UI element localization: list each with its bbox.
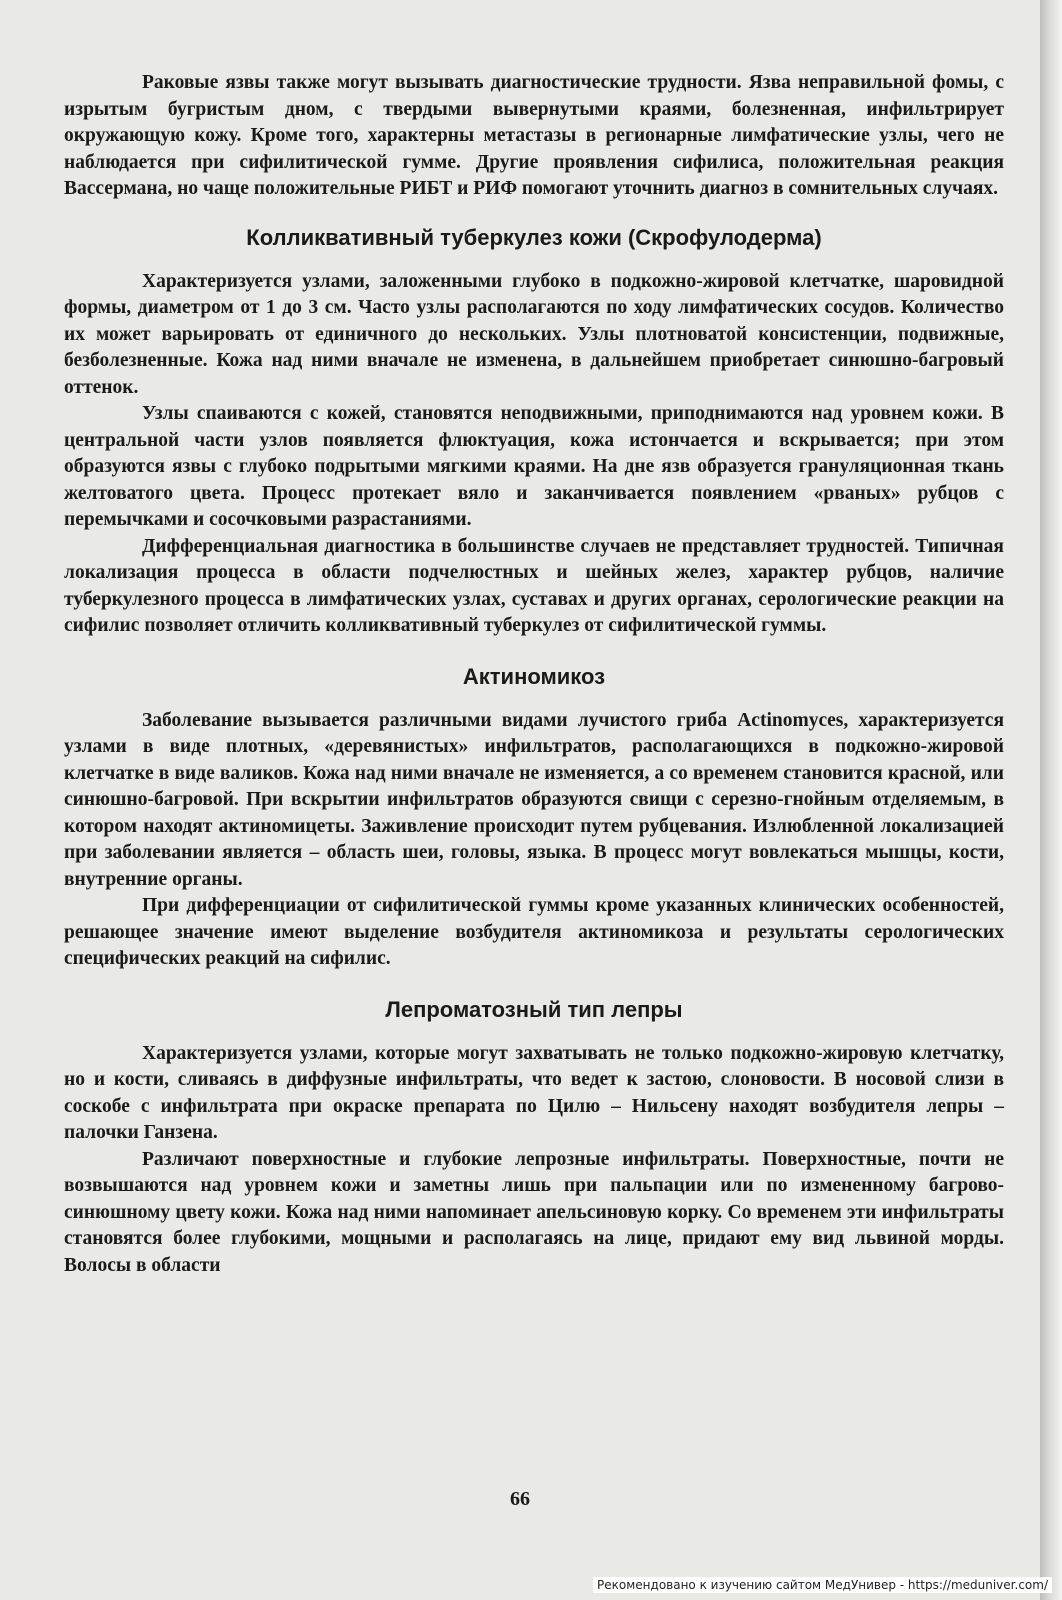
scrofuloderma-heading: Колликвативный туберкулез кожи (Скрофулодерма) [246, 224, 822, 250]
page-number: 66 [510, 1488, 530, 1510]
actinomycosis-paragraph: Заболевание вызывается различными видами лучистого гриба Actinomyces, характеризуется узлами в виде плотных, «деревянистых» инфильтратов, располагающихся в подкожно-жировой клетчатке в виде валиков. Кожа над ними вначале не изменяется, а со временем становится красной, или синюшно-багровой. При вскрытии инфильтратов образуются свищи с серезно-гнойным отделяемым, в котором находят актиномицеты. Заживление происходит путем рубцевания. Излюбленной локализацией при заболевании является – область шеи, головы, языка. В процесс могут вовлекаться мышцы, кости, внутренние органы. [64, 709, 1004, 890]
page-edge-shadow [1040, 0, 1062, 1600]
scrofuloderma-paragraph: Характеризуется узлами, заложенными глубоко в подкожно-жировой клетчатке, шаровидной формы, диаметром от 1 до 3 см. Часто узлы располагаются по ходу лимфатических сосудов. Количество их может варьировать от единичного до нескольких. Узлы плотноватой консистенции, подвижные, безболезненные. Кожа над ними вначале не изменена, в дальнейшем приобретает синюшно-багровый оттенок. [64, 270, 1004, 398]
actinomycosis-paragraph: При дифференциации от сифилитической гуммы кроме указанных клинических особенностей, решающее значение имеют выделение возбудителя актиномикоза и результаты серологических специфических реакций на сифилис. [64, 895, 1004, 969]
intro-paragraph: Раковые язвы также могут вызывать диагностические трудности. Язва неправильной фомы, с изрытым бугристым дном, с твердыми вывернутыми краями, болезненная, инфильтрирует окружающую кожу. Кроме того, характерны метастазы в регионарные лимфатические узлы, чего не наблюдается при сифилитической гумме. Другие проявления сифилиса, положительная реакция Вассермана, но чаще положительные РИБТ и РИФ помогают уточнить диагноз в сомнительных случаях. [64, 72, 1004, 199]
leprosy-heading: Лепроматозный тип лепры [385, 996, 683, 1022]
scrofuloderma-paragraph: Узлы спаиваются с кожей, становятся неподвижными, приподнимаются над уровнем кожи. В центральной части узлов появляется флюктуация, кожа истончается и вскрывается; при этом образуются язвы с глубоко подрытыми мягкими краями. На дне язв образуется грануляционная ткань желтоватого цвета. Процесс протекает вяло и заканчивается появлением «рваных» рубцов с перемычками и сосочковыми разрастаниями. [64, 403, 1004, 530]
leprosy-paragraph: Характеризуется узлами, которые могут захватывать не только подкожно-жировую клетчатку, но и кости, сливаясь в диффузные инфильтраты, что ведет к застою, слоновости. В носовой слизи в соскобе с инфильтрата при окраске препарата по Цилю – Нильсену находят возбудителя лепры – палочки Ганзена. [64, 1042, 1004, 1143]
scrofuloderma-paragraph: Дифференциальная диагностика в большинстве случаев не представляет трудностей. Типичная локализация процесса в области подчелюстных и шейных желез, характер рубцов, наличие туберкулезного процесса в лимфатических узлах, суставах и других органах, серологические реакции на сифилис позволяет отличить колликвативный туберкулез от сифилитической гуммы. [64, 535, 1004, 636]
leprosy-paragraph: Различают поверхностные и глубокие лепрозные инфильтраты. Поверхностные, почти не возвышаются над уровнем кожи и заметны лишь при пальпации или по измененному багрово-синюшному цвету кожи. Кожа над ними напоминает апельсиновую корку. Со временем эти инфильтраты становятся более глубокими, мощными и располагаясь на лице, придают ему вид львиной морды. Волосы в области [64, 1148, 1004, 1276]
footer-watermark-text: Рекомендовано к изучению сайтом МедУнивер - https://meduniver.com/ [593, 1577, 1052, 1593]
page-text [64, 70, 1004, 1279]
actinomycosis-heading: Актиномикоз [462, 663, 606, 689]
